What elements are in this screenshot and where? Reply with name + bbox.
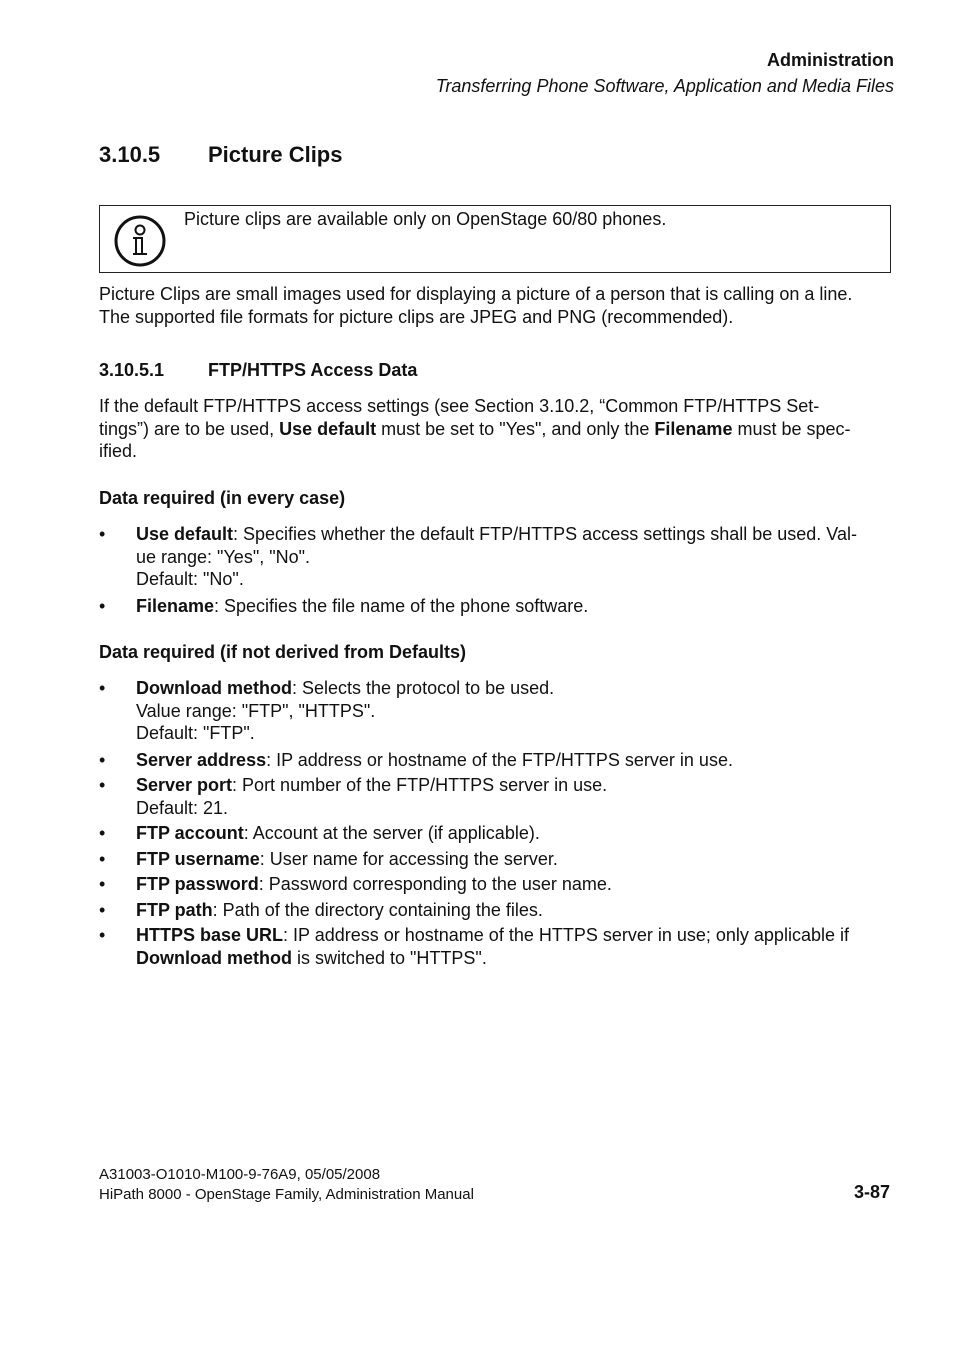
bullet-icon: • (99, 524, 106, 544)
bullet-icon: • (99, 899, 106, 920)
list-item: • FTP password: Password corresponding to the user name. (99, 874, 612, 894)
bullet-icon: • (99, 749, 106, 770)
intro-line: The supported file formats for picture clips are JPEG and PNG (recommended). (99, 306, 734, 327)
list-item: • Filename: Specifies the file name of the phone software. (99, 595, 589, 616)
bullet-icon: • (99, 925, 106, 945)
list-item: • HTTPS base URL: IP address or hostname of the HTTPS server in use; only applicable if Download method is switched to "HTTPS". (99, 925, 849, 968)
access-line: If the default FTP/HTTPS access settings (see Section 3.10.2, “Common FTP/HTTPS Set- (99, 396, 820, 416)
access-line: ified. (99, 441, 138, 461)
intro-line: Picture Clips are small images used for displaying a picture of a person that is calling on a line. (99, 284, 853, 304)
running-header-subtitle: Transferring Phone Software, Application and Media Files (435, 76, 894, 96)
list-item: • Use default: Specifies whether the default FTP/HTTPS access settings shall be used. Val- ue range: "Yes", "No". Default: "No". (99, 524, 857, 589)
list-item: • FTP path: Path of the directory containing the files. (99, 899, 543, 920)
bullet-icon: • (99, 678, 106, 698)
term-filename: Filename (654, 418, 733, 439)
info-icon (114, 215, 166, 267)
footer-doc-id: A31003-O1010-M100-9-76A9, 05/05/2008 (99, 1166, 381, 1183)
page-number: 3-87 (853, 1182, 890, 1202)
section-title: Picture Clips (208, 142, 343, 167)
bullet-icon: • (99, 823, 106, 843)
intro-paragraph (99, 283, 899, 328)
list-required-defaults (99, 677, 899, 969)
list-item: • Download method: Selects the protocol to be used. Value range: "FTP", "HTTPS". Default: "FTP". (99, 678, 555, 743)
heading-required-defaults: Data required (if not derived from Defaults) (99, 642, 467, 662)
list-item: • Server port: Port number of the FTP/HTTPS server in use. Default: 21. (99, 775, 608, 818)
footer-manual-title: HiPath 8000 - OpenStage Family, Administration Manual (99, 1186, 474, 1203)
subsection-number: 3.10.5.1 (99, 360, 165, 380)
list-item: • FTP username: User name for accessing the server. (99, 848, 558, 869)
note-text: Picture clips are available only on OpenStage 60/80 phones. (184, 209, 667, 229)
running-header-title: Administration (766, 50, 894, 70)
access-paragraph (99, 395, 899, 463)
subsection-title: FTP/HTTPS Access Data (208, 360, 418, 380)
access-line: tings”) are to be used, Use default must be set to "Yes", and only the Filename must be spec- (99, 418, 851, 439)
section-number: 3.10.5 (99, 142, 161, 167)
list-item: • Server address: IP address or hostname of the FTP/HTTPS server in use. (99, 749, 733, 770)
heading-required-every: Data required (in every case) (99, 488, 346, 508)
bullet-icon: • (99, 874, 106, 894)
bullet-icon: • (99, 848, 106, 869)
list-required-every (99, 523, 899, 617)
term-use-default: Use default (279, 418, 377, 439)
note-box (99, 205, 891, 273)
bullet-icon: • (99, 595, 106, 616)
list-item: • FTP account: Account at the server (if applicable). (99, 823, 540, 843)
bullet-icon: • (99, 775, 106, 795)
